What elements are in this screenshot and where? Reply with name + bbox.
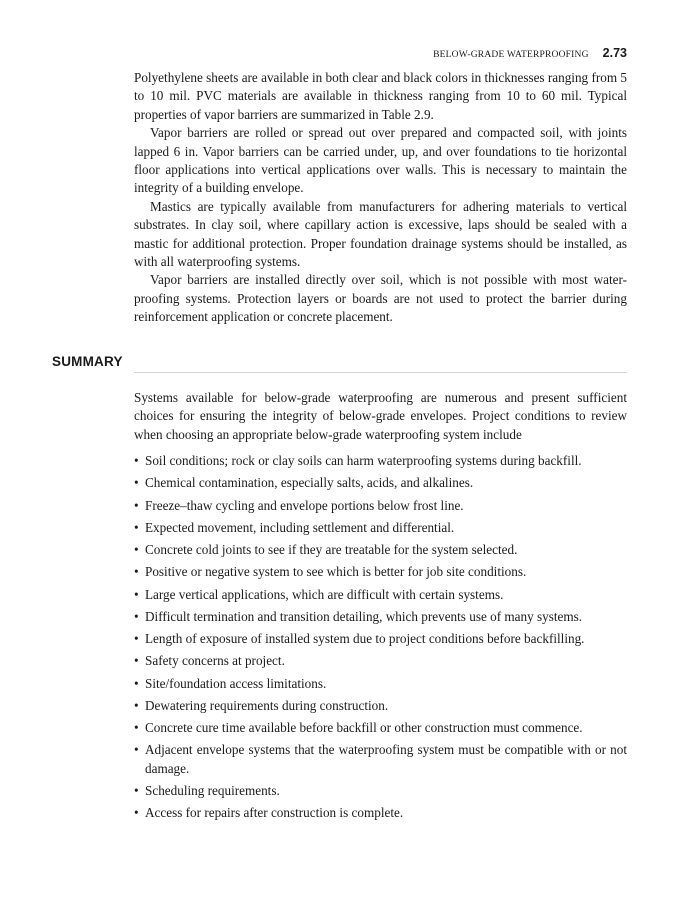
bullet-icon: •	[134, 653, 139, 669]
bullet-icon: •	[134, 742, 139, 758]
bullet-icon: •	[134, 782, 139, 798]
list-item	[134, 519, 627, 537]
bullet-icon: •	[134, 675, 139, 691]
list-item-text: Safety concerns at project.	[145, 653, 285, 669]
bullet-icon: •	[134, 608, 139, 624]
list-item-text: Dewatering requirements during construction.	[145, 697, 389, 713]
list-item-text: Soil conditions; rock or clay soils can harm waterproofing systems during backfill.	[145, 453, 582, 468]
page-number: 2.73	[602, 46, 627, 60]
list-item-text: Difficult termination and transition detailing, which prevents use of many systems.	[145, 608, 583, 624]
paragraph-mastics: Mastics are typically available from manufacturers for adhering materials to vertical substrates. In clay soil, where capillary action is excessive, laps should be sealed with a mastic for additional protection. Proper foundation drainage systems should be installed, as with all waterproofing systems.	[134, 198, 627, 270]
list-item	[134, 675, 627, 693]
bullet-icon: •	[134, 453, 139, 468]
list-item	[134, 452, 627, 470]
list-item-text: Concrete cold joints to see if they are treatable for the system selected.	[145, 542, 518, 557]
bullet-icon: •	[134, 475, 139, 491]
bullet-icon: •	[134, 697, 139, 713]
list-item-text: Adjacent envelope systems that the waterproofing system must be compatible with or not damage.	[145, 742, 627, 776]
list-item	[134, 719, 627, 737]
running-header	[433, 46, 627, 60]
list-item	[134, 563, 627, 581]
list-item	[134, 782, 627, 800]
list-item-text: Site/foundation access limitations.	[145, 675, 327, 691]
list-item	[134, 586, 627, 604]
paragraph-vapor-barrier-installation: Vapor barriers are rolled or spread out over prepared and compacted soil, with joints lapped 6 in. Vapor barriers can be carried under, up, and over foundations to tie horizontal floor applications into vertical applications over walls. This is necessary to maintain the integrity of a building envelope.	[134, 125, 627, 196]
section-divider	[134, 372, 627, 373]
list-item-text: Access for repairs after construction is complete.	[145, 805, 404, 821]
bullet-icon: •	[134, 497, 139, 513]
list-item	[134, 497, 627, 515]
list-item	[134, 804, 627, 822]
list-item-text: Expected movement, including settlement and differential.	[145, 519, 455, 535]
list-item-text: Chemical contamination, especially salts, acids, and alkalines.	[145, 475, 474, 491]
list-item-text: Concrete cure time available before backfill or other construction must commence.	[145, 720, 583, 735]
summary-intro-text	[134, 389, 627, 444]
paragraph-direct-soil: Vapor barriers are installed directly over soil, which is not possible with most water-proofing systems. Protection layers or boards are not used to protect the barrier during reinforcement application or concrete placement.	[134, 272, 627, 325]
list-item	[134, 697, 627, 715]
bullet-icon: •	[134, 586, 139, 602]
bullet-icon: •	[134, 564, 139, 580]
list-item-text: Scheduling requirements.	[145, 782, 280, 798]
summary-intro-paragraph: Systems available for below-grade waterproofing are numerous and present sufficient choices for ensuring the integrity of below-grade envelopes. Project conditions to review when choosing an appropriate below-grade waterproofing system include	[134, 390, 627, 442]
list-item	[134, 741, 627, 778]
list-item	[134, 652, 627, 670]
bullet-icon: •	[134, 805, 139, 821]
list-item	[134, 608, 627, 626]
list-item	[134, 541, 627, 559]
paragraph-polyethylene: Polyethylene sheets are available in both clear and black colors in thicknesses ranging from 5 to 10 mil. PVC materials are available in thickness ranging from 10 to 60 mil. Typical properties of vapor barriers are summarized in Table 2.9.	[134, 70, 627, 122]
list-item-text: Freeze–thaw cycling and envelope portions below frost line.	[145, 497, 464, 513]
summary-bullet-list	[134, 452, 627, 826]
bullet-icon: •	[134, 720, 139, 735]
list-item-text: Length of exposure of installed system due to project conditions before backfilling.	[145, 631, 585, 646]
bullet-icon: •	[134, 631, 139, 646]
list-item-text: Large vertical applications, which are difficult with certain systems.	[145, 586, 504, 602]
upper-body-text	[134, 69, 627, 327]
list-item	[134, 630, 627, 648]
bullet-icon: •	[134, 542, 139, 557]
running-title: BELOW-GRADE WATERPROOFING	[433, 50, 589, 60]
summary-heading: SUMMARY	[52, 354, 123, 369]
bullet-icon: •	[134, 519, 139, 535]
list-item-text: Positive or negative system to see which is better for job site conditions.	[145, 564, 527, 580]
list-item	[134, 474, 627, 492]
